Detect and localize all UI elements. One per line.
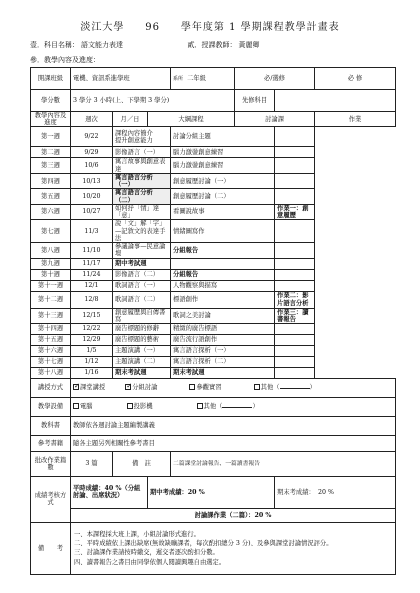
schedule-header-row — [31, 112, 396, 127]
date-cell: 12/22 — [71, 323, 113, 334]
schedule-row — [31, 147, 396, 158]
schedule-body — [31, 127, 396, 379]
document-title — [0, 22, 420, 34]
homework-count: 3 篇 — [71, 451, 113, 476]
schedule-row — [31, 243, 396, 258]
method-options — [71, 378, 396, 397]
schedule-row — [31, 189, 396, 204]
credit-value: 3 學分 3 小時(上、下學期 3 學分) — [71, 90, 235, 112]
discussion-header: 討論課 — [235, 112, 315, 127]
date-cell: 10/6 — [71, 158, 113, 173]
discussion-cell: 標語創作 — [171, 291, 275, 308]
method-other-label: 其他（ — [260, 384, 280, 392]
date-cell: 11/24 — [71, 269, 113, 280]
required-value: 必 修 — [315, 68, 396, 90]
assignment-cell — [275, 258, 315, 269]
equip-computer-checkbox[interactable] — [73, 403, 79, 409]
week-cell: 第五週 — [31, 189, 71, 204]
teacher-label: 貳．授課教師： — [187, 41, 237, 49]
outline-cell: 期末考試週 — [113, 367, 171, 378]
method-lecture-label: 課堂講授 — [80, 384, 106, 392]
assignment-cell — [275, 127, 315, 147]
schedule-row — [31, 367, 396, 378]
method-other-checkbox[interactable] — [254, 384, 260, 390]
week-cell: 第十二週 — [31, 291, 71, 308]
equip-projector-checkbox[interactable] — [127, 403, 133, 409]
outline-cell: 寓言語言分析（二） — [113, 189, 171, 204]
discussion-cell: 分組報告 — [171, 243, 275, 258]
discussion-cell: 人物觀察與描寫 — [171, 280, 275, 291]
credit-row — [31, 90, 396, 112]
academic-year: 96 — [145, 22, 160, 33]
class-row — [31, 68, 396, 90]
week-cell: 第十四週 — [31, 323, 71, 334]
method-label: 講授方式 — [31, 378, 71, 397]
equip-computer-label: 電腦 — [80, 403, 93, 411]
week-cell: 第四週 — [31, 173, 71, 188]
outline-cell: 期中考試週 — [113, 258, 171, 269]
equip-other-label: 其他（ — [203, 403, 223, 411]
outline-cell: 創意履歷與自傳書寫 — [113, 308, 171, 323]
assignment-header: 作業 — [315, 112, 396, 127]
outline-cell: 課程內容簡介 提升創意能力 — [113, 127, 171, 147]
reference-label: 參考書籍 — [31, 435, 71, 451]
week-cell: 第一週 — [31, 127, 71, 147]
equip-projector-label: 投影機 — [133, 403, 153, 411]
assignment-cell — [275, 334, 315, 345]
homework-remark-label: 備 註 — [113, 451, 171, 476]
equipment-label: 教學設備 — [31, 397, 71, 416]
schedule-row — [31, 345, 396, 356]
week-cell: 第十三週 — [31, 308, 71, 323]
schedule-row — [31, 127, 396, 147]
assignment-cell: 作業一：創意履歷 — [275, 204, 315, 219]
date-cell: 12/1 — [71, 280, 113, 291]
subject-label: 壹．科目名稱： — [30, 41, 79, 49]
prereq-value — [275, 90, 396, 112]
method-row — [31, 378, 396, 397]
equipment-options — [71, 397, 396, 416]
week-cell: 第六週 — [31, 204, 71, 219]
schedule-row — [31, 204, 396, 219]
schedule-row — [31, 334, 396, 345]
outline-cell: 如何抒「情」達「意」 — [113, 204, 171, 219]
grading-final: 期末考成績： 20 % — [275, 476, 396, 508]
date-cell: 12/15 — [71, 308, 113, 323]
date-cell: 10/27 — [71, 204, 113, 219]
discussion-cell: 分組報告 — [171, 269, 275, 280]
date-cell: 9/29 — [71, 147, 113, 158]
assignment-cell — [275, 147, 315, 158]
grading-report: 討論課作業（二篇）：20 % — [71, 508, 396, 522]
outline-cell: 廣告標題的藝術 — [113, 334, 171, 345]
assignment-cell — [275, 189, 315, 204]
outline-cell: 說「文」解「字」—記敘文的表達手法 — [113, 220, 171, 243]
discussion-cell: 腦力激盪創意練習 — [171, 158, 275, 173]
discussion-cell: 精緻的廣告標語 — [171, 323, 275, 334]
equipment-row — [31, 397, 396, 416]
prereq-label: 先修科目 — [235, 90, 275, 112]
assignment-cell — [275, 269, 315, 280]
equip-close-paren: ） — [252, 403, 259, 411]
assignment-cell — [275, 243, 315, 258]
week-cell: 第八週 — [31, 243, 71, 258]
reference-value: 隨各主題另列相關性參考書目 — [71, 435, 396, 451]
notes-row — [31, 522, 396, 574]
method-group-label: 分組討論 — [132, 384, 158, 392]
schedule-row — [31, 308, 396, 323]
textbook-label: 教科書 — [31, 416, 71, 435]
textbook-value: 教師依各週討論主題編製講義 — [71, 416, 396, 435]
week-cell: 第七週 — [31, 220, 71, 243]
grading-midterm: 期中考成績：20 % — [148, 476, 275, 508]
notes-label: 備 考 — [31, 522, 71, 574]
date-cell: 11/17 — [71, 258, 113, 269]
note-item: 四、讀書報告之書目由同學依個人閱讀興趣自由選定。 — [74, 558, 226, 566]
discussion-cell: 創意履歷討論（二） — [171, 189, 275, 204]
class-value: 電機、資訊系進學班 — [71, 68, 171, 90]
method-visit-label: 參觀實習 — [196, 384, 222, 392]
discussion-cell: 討論分組主題 — [171, 127, 275, 147]
section-content-heading: 參．教學內容及進度： — [30, 56, 100, 64]
assignment-cell — [275, 158, 315, 173]
outline-cell: 影像語言（一） — [113, 147, 171, 158]
discussion-cell: 情緒圖寫作 — [171, 220, 275, 243]
note-item: 一、本課程採大班上課，小組討論形式進行。 — [74, 531, 200, 539]
method-close-paren: ） — [309, 384, 316, 392]
discussion-cell: 看圖說故事 — [171, 204, 275, 219]
assignment-cell — [275, 367, 315, 378]
discussion-cell: 創意履歷討論（一） — [171, 173, 275, 188]
subject-teacher-line — [30, 41, 261, 49]
outline-cell: 參議論事—民意論壇 — [113, 243, 171, 258]
outline-cell: 歌詞語言（二） — [113, 291, 171, 308]
week-cell: 第十七週 — [31, 356, 71, 367]
outline-cell: 寓言故事與創意表達 — [113, 158, 171, 173]
textbook-row — [31, 416, 396, 435]
schedule-side-label: 教學內容及進度 — [31, 112, 71, 127]
date-cell: 11/3 — [71, 220, 113, 243]
week-cell: 第三週 — [31, 158, 71, 173]
assignment-cell — [275, 356, 315, 367]
course-plan-table — [30, 67, 396, 575]
outline-cell: 主題演講（二） — [113, 356, 171, 367]
teacher-value: 黃麗卿 — [238, 41, 260, 49]
method-visit-checkbox[interactable] — [189, 384, 195, 390]
date-cell: 1/12 — [71, 356, 113, 367]
date-cell: 12/29 — [71, 334, 113, 345]
date-cell: 10/20 — [71, 189, 113, 204]
week-cell: 第十六週 — [31, 345, 71, 356]
subject-value: 語文能力表達 — [81, 41, 123, 49]
date-cell: 1/5 — [71, 345, 113, 356]
notes-list — [71, 522, 396, 574]
discussion-cell: 腦力激盪創意練習 — [171, 147, 275, 158]
schedule-row — [31, 356, 396, 367]
date-cell: 12/8 — [71, 291, 113, 308]
note-item: 二、平時成績依上課出缺席(無故缺曠課者，每次酌扣總分 3 分)、及參與課堂討論情況評分。 — [74, 540, 333, 548]
note-item: 三、討論課作業請按時繳交，遲交者逐次酌扣分數。 — [74, 549, 219, 557]
term-title: 學年度第 1 學期課程教學計畫表 — [180, 22, 340, 33]
week-cell: 第二週 — [31, 147, 71, 158]
equip-other-checkbox[interactable] — [197, 403, 203, 409]
assignment-cell — [275, 345, 315, 356]
class-grade-cell — [171, 68, 235, 90]
method-group-checkbox[interactable] — [125, 384, 131, 390]
class-label: 開課班級 — [31, 68, 71, 90]
schedule-row — [31, 258, 396, 269]
reference-row — [31, 435, 396, 451]
grading-row-1 — [31, 476, 396, 508]
homework-row — [31, 451, 396, 476]
date-cell: 11/10 — [71, 243, 113, 258]
assignment-cell — [275, 280, 315, 291]
week-header: 週次 — [71, 112, 113, 127]
grading-label: 成績考核方式 — [31, 476, 71, 522]
grading-row-2 — [31, 508, 396, 522]
outline-cell: 廣告標題的修辭 — [113, 323, 171, 334]
assignment-cell: 作業二：影片語言分析 — [275, 291, 315, 308]
assignment-cell: 作業三：讀書報告 — [275, 308, 315, 323]
discussion-cell — [171, 258, 275, 269]
homework-remark-value: 二篇課堂討論報告、一篇讀書報告 — [171, 451, 396, 476]
outline-cell: 主題演講（一） — [113, 345, 171, 356]
week-cell: 第九週 — [31, 258, 71, 269]
discussion-cell: 期末考試週 — [171, 367, 275, 378]
homework-label: 批改作業篇數 — [31, 451, 71, 476]
schedule-row — [31, 158, 396, 173]
assignment-cell — [275, 220, 315, 243]
assignment-cell — [275, 173, 315, 188]
credit-label: 學分數 — [31, 90, 71, 112]
grade-value: 二年級 — [187, 74, 206, 82]
discussion-cell: 歌詞之美討論 — [171, 308, 275, 323]
dept-small-label: 系所 — [173, 75, 184, 82]
week-cell: 第十週 — [31, 269, 71, 280]
date-cell: 9/22 — [71, 127, 113, 147]
date-header: 月／日 — [113, 112, 148, 127]
week-cell: 第十八週 — [31, 367, 71, 378]
date-cell: 10/13 — [71, 173, 113, 188]
method-lecture-checkbox[interactable] — [73, 384, 79, 390]
schedule-row — [31, 323, 396, 334]
schedule-row — [31, 280, 396, 291]
discussion-cell: 廣告流行語創作 — [171, 334, 275, 345]
week-cell: 第十一週 — [31, 280, 71, 291]
required-label: 必/選修 — [235, 68, 315, 90]
outline-cell: 影像語言（二） — [113, 269, 171, 280]
outline-cell: 歌詞語言（一） — [113, 280, 171, 291]
schedule-row — [31, 291, 396, 308]
schedule-row — [31, 269, 396, 280]
method-other-field[interactable] — [280, 388, 310, 389]
school-name: 淡江大學 — [80, 22, 125, 33]
date-cell: 1/16 — [71, 367, 113, 378]
week-cell: 第十五週 — [31, 334, 71, 345]
outline-header: 大綱課程 — [148, 112, 235, 127]
grading-usual: 平時成績：40 %（分組討論、出席狀況） — [71, 476, 148, 508]
equip-other-field[interactable] — [222, 407, 252, 408]
schedule-row — [31, 220, 396, 243]
schedule-row — [31, 173, 396, 188]
discussion-cell: 寓言語言探析（二） — [171, 356, 275, 367]
discussion-cell: 寓言語言探析（一） — [171, 345, 275, 356]
outline-cell: 寓言語言分析（一） — [113, 173, 171, 188]
assignment-cell — [275, 323, 315, 334]
